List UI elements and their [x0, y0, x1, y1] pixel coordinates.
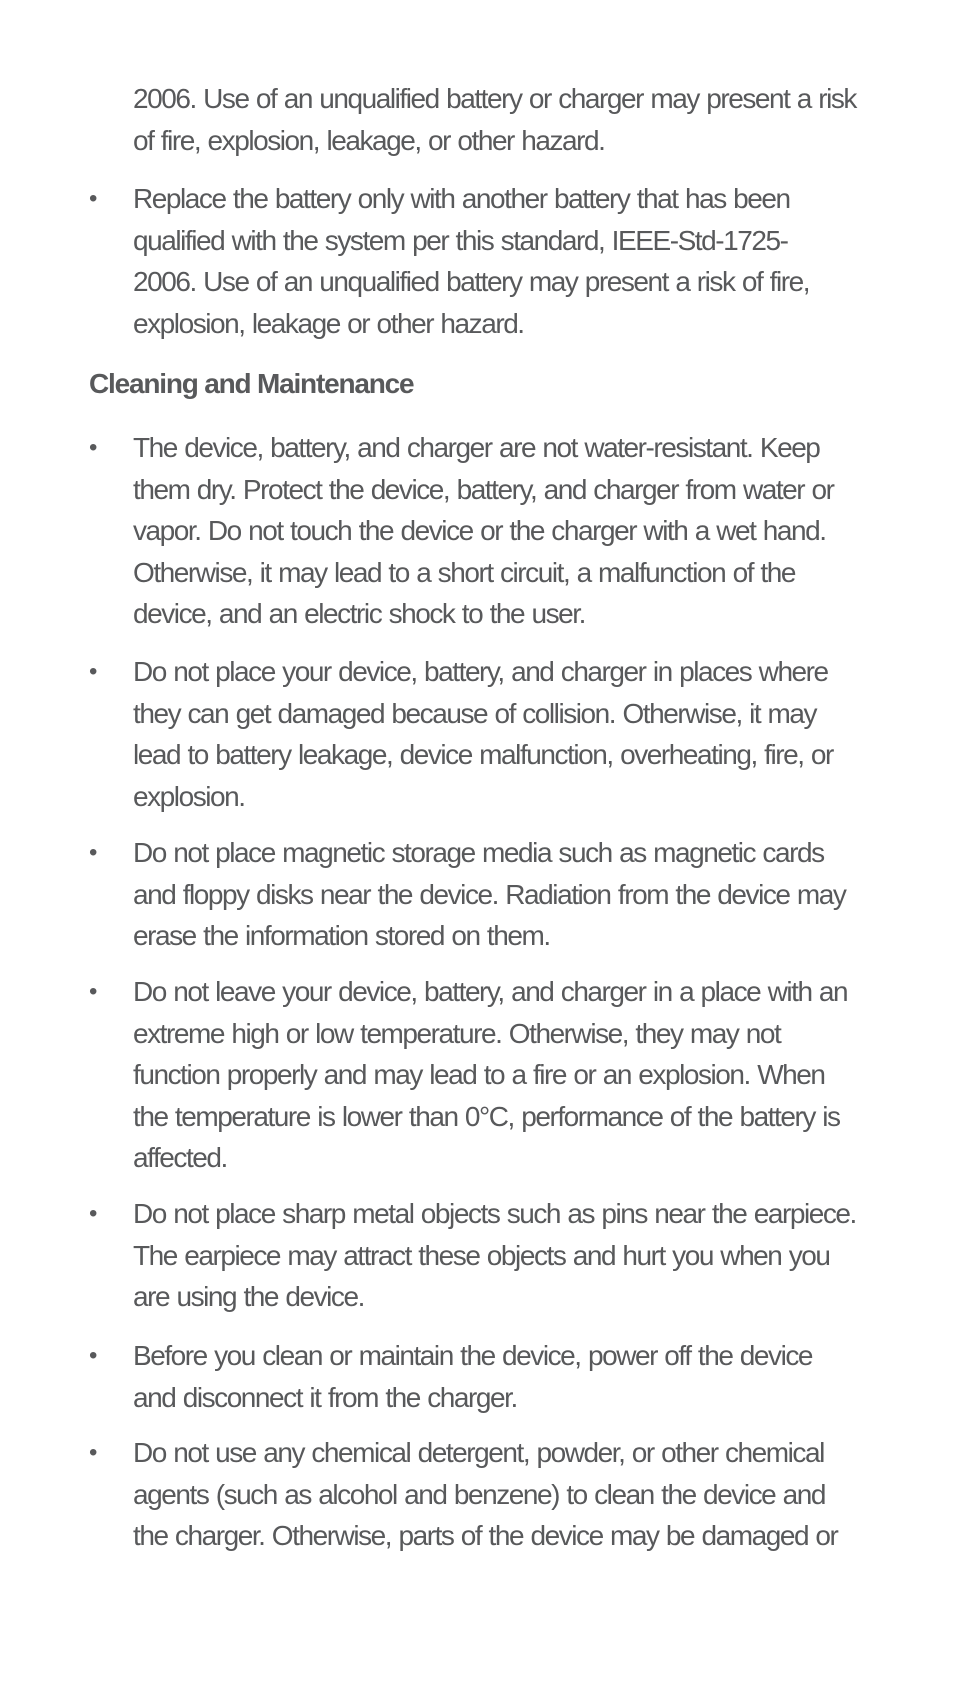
list-item-collision: Do not place your device, battery, and charger in places where they can get damaged because of collision. Otherwise, it may lead to battery leakage, device malfunction, overheating, fire, or explosion.: [133, 656, 833, 812]
list-item-replace-battery: Replace the battery only with another battery that has been qualified with the system per this standard, IEEE-Std-1725- 2006. Use of an unqualified battery may present a risk of fire, explosion, leakage or other hazard.: [133, 183, 810, 339]
bullet-marker: •: [89, 1439, 98, 1466]
list-item-temperature: Do not leave your device, battery, and charger in a place with an extreme high or low temperature. Otherwise, they may not function properly and may lead to a fire or an explosion. When the temperature is lower than 0°C, performance of the battery is affected.: [133, 976, 848, 1173]
bullet-marker: •: [89, 658, 98, 685]
list-item-power-off: Before you clean or maintain the device, power off the device and disconnect it from the charger.: [133, 1340, 813, 1413]
list-item-water-resistance: The device, battery, and charger are not water-resistant. Keep them dry. Protect the device, battery, and charger from water or vapor. Do not touch the device or the charger with a wet hand. Otherwise, it may lead to a short circuit, a malfunction of the device, and an electric shock to the user.: [133, 432, 834, 629]
bullet-marker: •: [89, 185, 98, 212]
list-item-sharp-objects: Do not place sharp metal objects such as pins near the earpiece. The earpiece may attract these objects and hurt you when you are using the device.: [133, 1198, 856, 1312]
list-item-chemical-detergent: Do not use any chemical detergent, powder, or other chemical agents (such as alcohol and benzene) to clean the device and the charger. Otherwise, parts of the device may be damaged or: [133, 1437, 838, 1551]
continuation-paragraph: 2006. Use of an unqualified battery or charger may present a risk of fire, explosion, leakage, or other hazard.: [133, 83, 856, 156]
bullet-marker: •: [89, 978, 98, 1005]
bullet-marker: •: [89, 434, 98, 461]
bullet-marker: •: [89, 839, 98, 866]
list-item-magnetic-media: Do not place magnetic storage media such as magnetic cards and floppy disks near the device. Radiation from the device may erase the information stored on them.: [133, 837, 846, 951]
section-heading: Cleaning and Maintenance: [89, 368, 414, 399]
bullet-marker: •: [89, 1342, 98, 1369]
bullet-marker: •: [89, 1200, 98, 1227]
